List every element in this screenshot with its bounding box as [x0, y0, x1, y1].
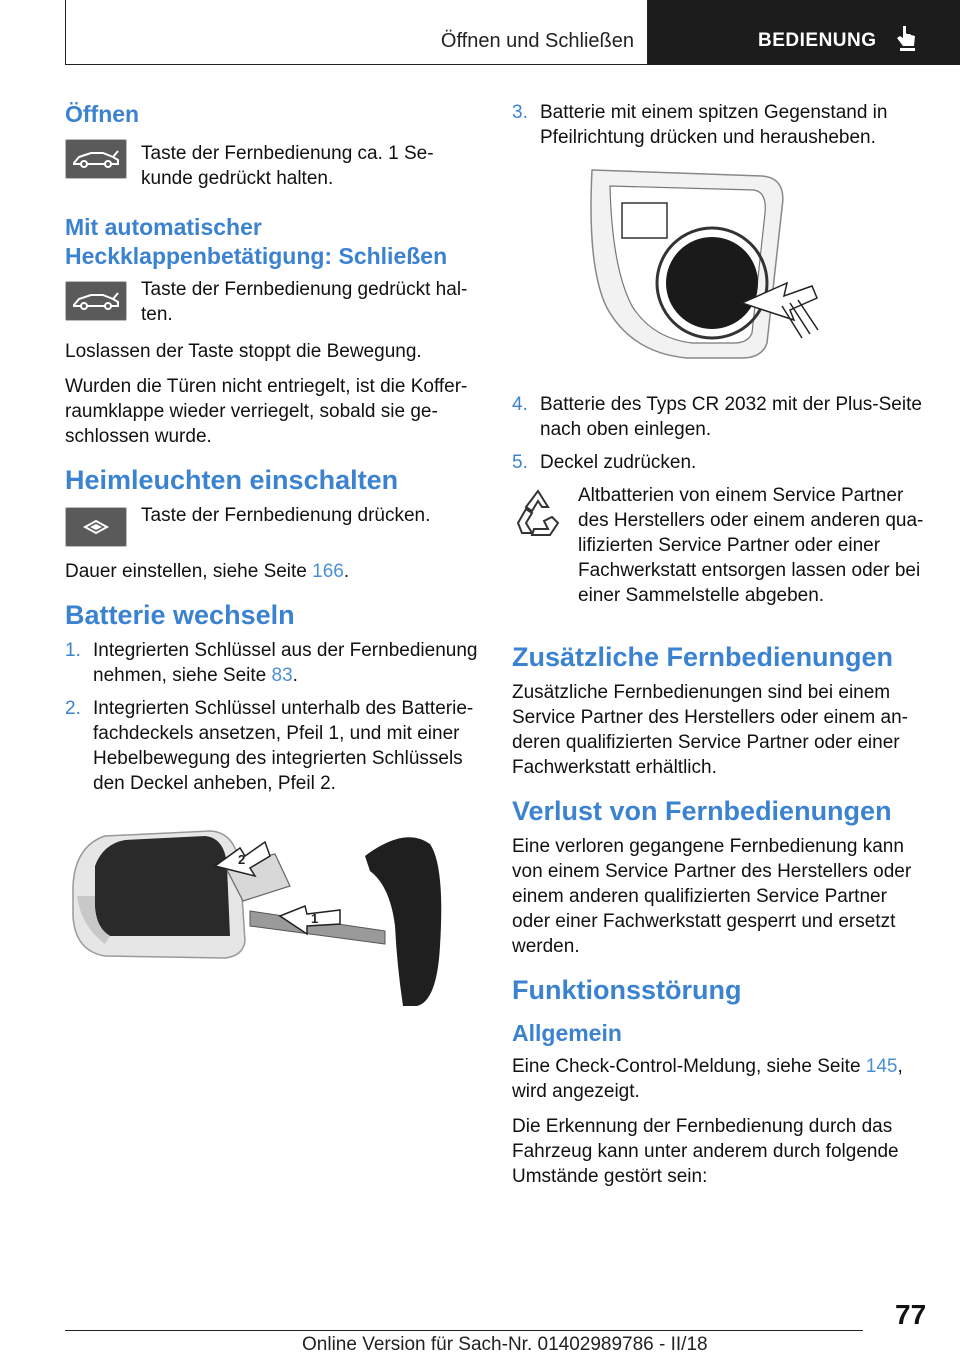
car-trunk-icon	[65, 139, 127, 179]
paragraph-loslassen: Loslassen der Taste stoppt die Bewegung.	[65, 341, 422, 362]
heim-text: Taste der Fernbedienung drücken.	[141, 505, 431, 526]
step-text: Integrierten Schlüssel unterhalb des Batterie-fachdeckels ansetzen, Pfeil 1, und mit einer Hebelbewegung des integrierten Schlüssels den Deckel anheben, Pfeil 2.	[93, 698, 474, 794]
battery-steps-list	[65, 638, 480, 796]
heading-verlust: Verlust von Fernbedienungen	[512, 796, 892, 826]
arrow-label-1: 1	[311, 911, 319, 926]
list-item	[512, 100, 927, 150]
battery-steps-list-final	[512, 392, 927, 475]
step-number: 5.	[512, 452, 528, 473]
key-instruction-auto	[65, 277, 480, 327]
step-number: 4.	[512, 394, 528, 415]
recycle-icon	[512, 487, 564, 539]
zusaetzliche-text: Zusätzliche Fernbedienungen sind bei einem Service Partner des Herstellers oder einem an-deren qualifizierten Service Partner oder einer Fachwerkstatt erhältlich.	[512, 682, 909, 778]
left-column	[65, 100, 480, 1016]
footer-text: Online Version für Sach-Nr. 01402989786 - II/18	[302, 1334, 708, 1355]
recycling-text: Altbatterien von einem Service Partner des Herstellers oder einem anderen qua-lifizierten Service Partner oder einer Fachwerkstatt entsorgen lassen oder bei einer Sammelstelle abgeben.	[578, 485, 924, 606]
heading-zusaetzliche: Zusätzliche Fernbedienungen	[512, 642, 894, 672]
dauer-text: Dauer einstellen, siehe Seite	[65, 561, 313, 582]
step-text-suffix: .	[292, 665, 298, 686]
page-header	[0, 0, 960, 66]
step-text-body: Integrierten Schlüssel aus der Fernbedienung nehmen, siehe Seite	[93, 640, 478, 686]
right-column	[512, 100, 927, 1199]
hand-pointer-icon	[894, 24, 918, 52]
heading-funktionsstoerung: Funktionsstörung	[512, 975, 742, 1005]
step-number: 3.	[512, 102, 528, 123]
page-link-166[interactable]: 166	[312, 561, 344, 582]
step-text	[93, 638, 480, 688]
dauer-suffix: .	[343, 561, 350, 582]
allgemein-text-body: Eine Check-Control-Meldung, siehe Seite	[512, 1056, 866, 1077]
heading-allgemein: Allgemein	[512, 1020, 622, 1046]
heading-oeffnen: Öffnen	[65, 101, 140, 127]
page-link-145[interactable]: 145	[865, 1056, 898, 1077]
header-section-title: Öffnen und Schließen	[440, 30, 634, 52]
header-chapter-tab	[648, 0, 960, 65]
battery-removal-illustration	[512, 158, 927, 378]
list-item	[65, 696, 480, 796]
footer-rule	[65, 1330, 863, 1331]
oeffnen-text: Taste der Fernbedienung ca. 1 Se-kunde gedrückt halten.	[141, 143, 434, 189]
heading-heimleuchten: Heimleuchten einschalten	[65, 465, 399, 495]
step-number: 2.	[65, 698, 81, 719]
step-text: Batterie mit einem spitzen Gegenstand in Pfeilrichtung drücken und herausheben.	[540, 102, 888, 148]
heading-batterie: Batterie wechseln	[65, 600, 295, 630]
recycling-notice	[512, 483, 927, 618]
auto-text: Taste der Fernbedienung gedrückt hal-ten.	[141, 279, 468, 325]
paragraph-dauer	[65, 559, 480, 584]
heading-auto-schliessen: Mit automatischer Heckklappenbetätigung: Schließen	[65, 214, 448, 269]
arrow-label-2: 2	[238, 852, 246, 867]
allgemein-text-suffix: , wird angezeigt.	[512, 1056, 903, 1102]
battery-steps-list-continued	[512, 100, 927, 150]
list-item	[512, 392, 927, 442]
erkennung-text: Die Erkennung der Fernbedienung durch das Fahrzeug kann unter anderem durch folgende Umstände gestört sein:	[512, 1116, 899, 1187]
list-item	[512, 450, 927, 475]
step-text: Deckel zudrücken.	[540, 452, 697, 473]
car-trunk-icon	[65, 281, 127, 321]
header-chapter-label: BEDIENUNG	[758, 30, 877, 51]
list-item	[65, 638, 480, 688]
paragraph-tueren: Wurden die Türen nicht entriegelt, ist die Koffer-raumklappe wieder verriegelt, sobald sie ge-schlossen wurde.	[65, 376, 468, 447]
step-text: Batterie des Typs CR 2032 mit der Plus-Seite nach oben einlegen.	[540, 394, 922, 440]
page-number: 77	[895, 1299, 927, 1330]
key-removal-illustration	[65, 826, 480, 1016]
key-instruction-heim	[65, 503, 480, 547]
page-link-83[interactable]: 83	[271, 665, 293, 686]
verlust-text: Eine verloren gegangene Fernbedienung kann von einem Service Partner des Herstellers oder einem anderen qualifizierten Service Partner oder einer Fachwerkstatt gesperrt und ersetzt werden.	[512, 836, 912, 957]
step-number: 1.	[65, 640, 81, 661]
light-icon	[65, 507, 127, 547]
allgemein-text	[512, 1054, 927, 1104]
